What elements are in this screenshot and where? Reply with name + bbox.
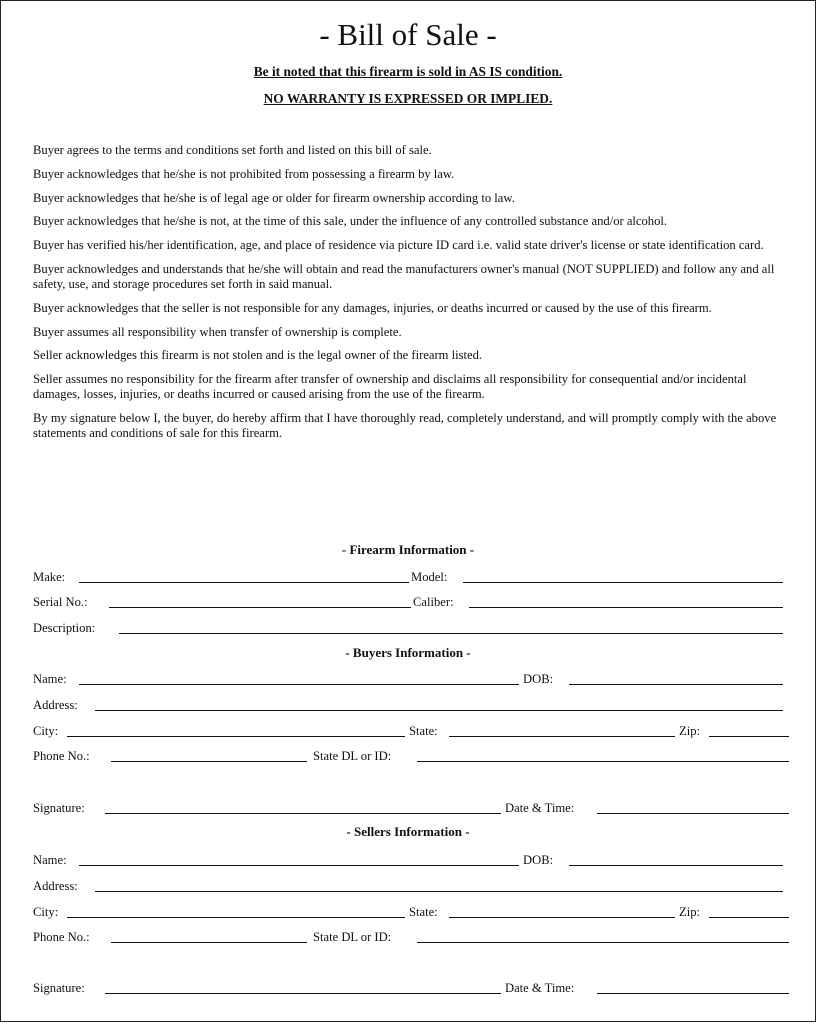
seller-name-label: Name: — [33, 853, 67, 867]
buyer-name-row — [33, 668, 793, 688]
caliber-label: Caliber: — [413, 595, 454, 609]
seller-state-dl-field[interactable] — [417, 942, 789, 943]
buyer-dob-field[interactable] — [569, 684, 783, 685]
buyer-section-heading: - Buyers Information - — [345, 645, 471, 660]
buyer-zip-label: Zip: — [679, 724, 700, 738]
serial-field[interactable] — [109, 607, 411, 608]
term-paragraph: Buyer has verified his/her identification, age, and place of residence via picture ID card i.e. valid state driver's license or state identification card. — [33, 238, 764, 253]
buyer-state-label: State: — [409, 724, 438, 738]
buyer-date-time-label: Date & Time: — [505, 801, 575, 815]
seller-signature-row — [33, 977, 793, 997]
description-field[interactable] — [119, 633, 783, 634]
seller-address-row — [33, 875, 793, 895]
buyer-dob-label: DOB: — [523, 672, 554, 686]
seller-name-row — [33, 849, 793, 869]
buyer-phone-field[interactable] — [111, 761, 307, 762]
seller-signature-label: Signature: — [33, 981, 85, 995]
as-is-notice: Be it noted that this firearm is sold in AS IS condition. — [253, 64, 563, 79]
seller-phone-field[interactable] — [111, 942, 307, 943]
make-field[interactable] — [79, 582, 409, 583]
seller-date-time-label: Date & Time: — [505, 981, 575, 995]
term-paragraph: Buyer acknowledges that he/she is not, at the time of this sale, under the influence of any controlled substance and/or alcohol. — [33, 214, 668, 229]
seller-zip-field[interactable] — [709, 917, 789, 918]
term-paragraph: By my signature below I, the buyer, do hereby affirm that I have thoroughly read, completely understand, and will promptly comply with the above statements and conditions of sale for this firearm. — [33, 410, 777, 440]
seller-zip-label: Zip: — [679, 905, 700, 919]
buyer-city-field[interactable] — [67, 736, 405, 737]
buyer-address-label: Address: — [33, 698, 78, 712]
seller-state-label: State: — [409, 905, 438, 919]
buyer-name-label: Name: — [33, 672, 67, 686]
buyer-city-row — [33, 720, 793, 740]
model-label: Model: — [411, 570, 448, 584]
buyer-date-time-field[interactable] — [597, 813, 789, 814]
buyer-phone-row — [33, 745, 793, 765]
seller-city-row — [33, 901, 793, 921]
term-paragraph: Seller assumes no responsibility for the firearm after transfer of ownership and disclaims all responsibility for consequential and/or incidental damages, losses, injuries, or deaths incurred or caused arising from the use of the firearm. — [33, 372, 747, 402]
term-paragraph: Buyer agrees to the terms and conditions set forth and listed on this bill of sale. — [33, 143, 432, 157]
term-paragraph: Buyer acknowledges that he/she is of legal age or older for firearm ownership according to law. — [33, 190, 515, 205]
seller-state-field[interactable] — [449, 917, 675, 918]
term-paragraph: Buyer acknowledges and understands that he/she will obtain and read the manufacturers owner's manual (NOT SUPPLIED) and follow any and all safety, use, and storage procedures set forth in said manual. — [33, 261, 775, 291]
seller-dob-label: DOB: — [523, 853, 554, 867]
seller-phone-label: Phone No.: — [33, 930, 90, 944]
caliber-field[interactable] — [469, 607, 783, 608]
buyer-signature-label: Signature: — [33, 801, 85, 815]
seller-phone-row — [33, 926, 793, 946]
buyer-state-dl-label: State DL or ID: — [313, 749, 392, 763]
buyer-signature-row — [33, 797, 793, 817]
document-title: - Bill of Sale - — [319, 17, 497, 52]
make-model-row — [33, 566, 793, 586]
make-label: Make: — [33, 570, 66, 584]
model-field[interactable] — [463, 582, 783, 583]
seller-address-label: Address: — [33, 879, 78, 893]
term-paragraph: Buyer acknowledges that the seller is not responsible for any damages, injuries, or deaths incurred or caused by the use of this firearm. — [33, 300, 712, 315]
buyer-name-field[interactable] — [79, 684, 519, 685]
term-paragraph: Seller acknowledges this firearm is not stolen and is the legal owner of the firearm listed. — [33, 348, 483, 363]
buyer-state-field[interactable] — [449, 736, 675, 737]
buyer-state-dl-field[interactable] — [417, 761, 789, 762]
term-paragraph: Buyer assumes all responsibility when transfer of ownership is complete. — [33, 324, 402, 339]
seller-date-time-field[interactable] — [597, 993, 789, 994]
description-label: Description: — [33, 621, 96, 635]
buyer-signature-field[interactable] — [105, 813, 501, 814]
description-row — [33, 617, 793, 637]
serial-label: Serial No.: — [33, 595, 88, 609]
buyer-zip-field[interactable] — [709, 736, 789, 737]
buyer-city-label: City: — [33, 724, 59, 738]
buyer-phone-label: Phone No.: — [33, 749, 90, 763]
buyer-address-row — [33, 694, 793, 714]
seller-dob-field[interactable] — [569, 865, 783, 866]
seller-address-field[interactable] — [95, 891, 783, 892]
serial-caliber-row — [33, 591, 793, 611]
firearm-section-heading: - Firearm Information - — [341, 542, 475, 557]
buyer-address-field[interactable] — [95, 710, 783, 711]
term-paragraph: Buyer acknowledges that he/she is not prohibited from possessing a firearm by law. — [33, 166, 455, 181]
seller-signature-field[interactable] — [105, 993, 501, 994]
seller-name-field[interactable] — [79, 865, 519, 866]
seller-city-field[interactable] — [67, 917, 405, 918]
terms-list — [33, 143, 793, 450]
seller-section-heading: - Sellers Information - — [346, 824, 470, 839]
seller-state-dl-label: State DL or ID: — [313, 930, 392, 944]
seller-city-label: City: — [33, 905, 59, 919]
no-warranty-notice: NO WARRANTY IS EXPRESSED OR IMPLIED. — [263, 91, 553, 106]
